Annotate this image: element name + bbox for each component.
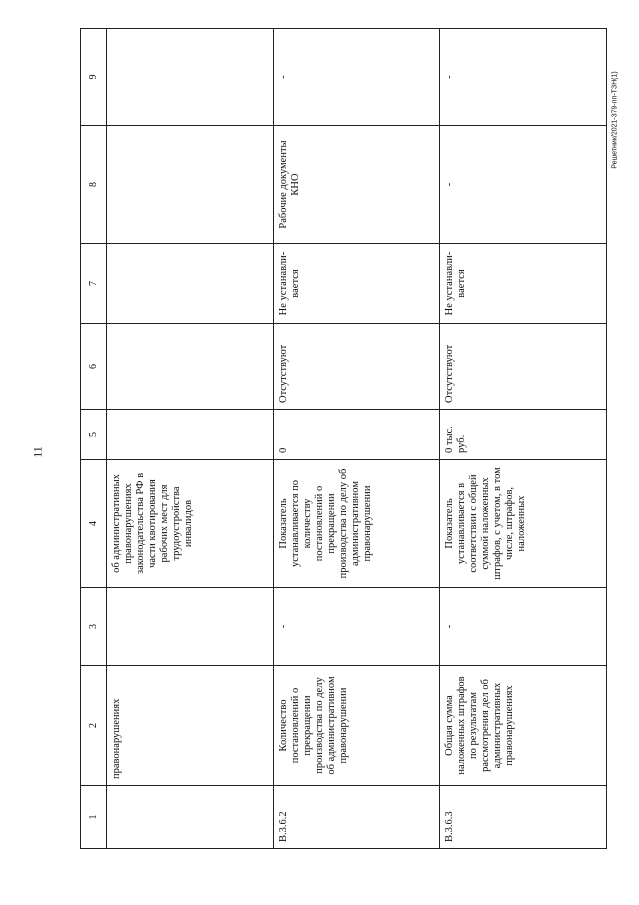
criteria-table bbox=[80, 28, 607, 849]
indicator-name-cell: Количество постановлений о прекращении производства по делу об административном правонарушении bbox=[273, 666, 440, 786]
header-cell: 6 bbox=[81, 324, 107, 410]
header-cell: 1 bbox=[81, 786, 107, 849]
page-number: 11 bbox=[30, 446, 45, 458]
calculation-method-cell: об административных правонарушениях законодательства РФ в части квотирования рабочих мест для трудоустройства инвалидов bbox=[107, 460, 274, 588]
table-row bbox=[273, 29, 440, 849]
row-code-cell: В.3.6.2 bbox=[273, 786, 440, 849]
cell-col9 bbox=[107, 29, 274, 126]
cell-col3: - bbox=[273, 588, 440, 666]
calculation-method-cell: Показатель устанавливается в соответствии с общей суммой наложенных штрафов, с учетом, в том числе, штрафов, наложенных bbox=[440, 460, 607, 588]
indicator-name-cell: Общая сумма наложенных штрафов по результатам рассмотрения дел об административных правонарушениях bbox=[440, 666, 607, 786]
row-code-cell: В.3.6.3 bbox=[440, 786, 607, 849]
header-cell: 9 bbox=[81, 29, 107, 126]
table-frame bbox=[80, 29, 607, 849]
cell-col3: - bbox=[440, 588, 607, 666]
cell-col8: Рабочие документы КНО bbox=[273, 126, 440, 244]
cell-col9: - bbox=[273, 29, 440, 126]
header-cell: 2 bbox=[81, 666, 107, 786]
header-cell: 4 bbox=[81, 460, 107, 588]
header-cell: 8 bbox=[81, 126, 107, 244]
cell-col5: 0 bbox=[273, 410, 440, 460]
table-row bbox=[107, 29, 274, 849]
row-code-cell bbox=[107, 786, 274, 849]
header-cell: 3 bbox=[81, 588, 107, 666]
cell-col6 bbox=[107, 324, 274, 410]
document-table-area bbox=[80, 29, 607, 849]
document-reference-label: Решетник/2021-379-пп-ТЗН(1) bbox=[611, 71, 619, 169]
cell-col9: - bbox=[440, 29, 607, 126]
header-cell: 7 bbox=[81, 244, 107, 324]
cell-col8: - bbox=[440, 126, 607, 244]
cell-col5: 0 тыс. руб. bbox=[440, 410, 607, 460]
cell-col3 bbox=[107, 588, 274, 666]
cell-col8 bbox=[107, 126, 274, 244]
cell-col6: Отсутствуют bbox=[273, 324, 440, 410]
calculation-method-cell: Показатель устанавливается по количеству постановлений о прекращении производства по делу об административном правонарушении bbox=[273, 460, 440, 588]
cell-col7: Не устанавли-вается bbox=[440, 244, 607, 324]
table-header-row bbox=[81, 29, 107, 849]
cell-col7: Не устанавли-вается bbox=[273, 244, 440, 324]
cell-col5 bbox=[107, 410, 274, 460]
header-cell: 5 bbox=[81, 410, 107, 460]
cell-col6: Отсутствуют bbox=[440, 324, 607, 410]
indicator-name-cell: правонарушениях bbox=[107, 666, 274, 786]
cell-col7 bbox=[107, 244, 274, 324]
table-row bbox=[440, 29, 607, 849]
